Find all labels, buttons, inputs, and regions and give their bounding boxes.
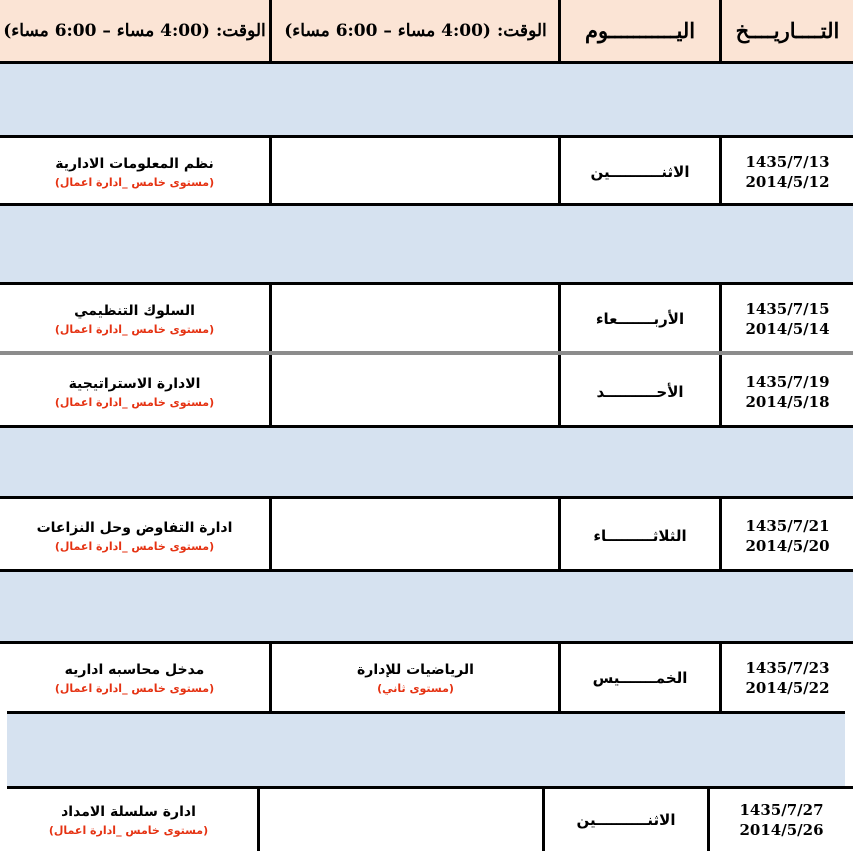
date-cell xyxy=(722,499,853,572)
course-name: مدخل محاسبه اداريه xyxy=(64,661,205,678)
slot-1-cell xyxy=(273,644,558,711)
slot-1-cell xyxy=(261,789,542,851)
day-label: الخمـــــــيس xyxy=(592,668,688,687)
course-name: الادارة الاستراتيجية xyxy=(68,375,201,392)
table-row xyxy=(0,789,853,851)
day-cell xyxy=(561,499,719,572)
table-row xyxy=(0,355,853,428)
column-divider xyxy=(542,789,545,851)
table-row xyxy=(0,644,853,711)
separator-band xyxy=(0,64,853,135)
header-time-1-label: الوقت: xyxy=(496,20,547,41)
header-time-2-label: الوقت: xyxy=(215,20,266,41)
day-cell xyxy=(561,355,719,428)
column-divider xyxy=(269,285,272,352)
course-name: ادارة التفاوض وحل النزاعات xyxy=(36,519,233,536)
header-time-1-value: (4:00 مساء – 6:00 مساء) xyxy=(284,20,491,41)
column-divider xyxy=(269,355,272,428)
slot-1-cell xyxy=(273,355,558,428)
day-cell xyxy=(545,789,707,851)
day-label: الاثنــــــــــين xyxy=(576,811,676,829)
slot-2-cell xyxy=(0,789,257,851)
column-divider xyxy=(719,285,722,352)
hijri-date: 1435/7/21 xyxy=(745,516,830,535)
column-divider xyxy=(269,644,272,711)
column-divider xyxy=(269,499,272,572)
header-time-1 xyxy=(273,0,558,61)
slot-2-cell xyxy=(0,355,269,428)
course-level: (مستوى خامس _ادارة اعمال) xyxy=(48,824,209,837)
date-cell xyxy=(710,789,853,851)
row-border xyxy=(0,425,853,428)
column-divider xyxy=(558,644,561,711)
course-level: (مستوى ثاني) xyxy=(377,681,454,695)
date-cell xyxy=(722,285,853,352)
course-name: السلوك التنظيمي xyxy=(74,302,195,319)
column-divider xyxy=(558,285,561,352)
gregorian-date: 2014/5/20 xyxy=(745,536,830,555)
day-cell xyxy=(561,138,719,206)
table-header xyxy=(0,0,853,61)
table-row xyxy=(0,499,853,572)
header-divider xyxy=(719,0,722,61)
table-row xyxy=(0,285,853,352)
column-divider xyxy=(719,644,722,711)
slot-1-cell xyxy=(273,499,558,572)
day-cell xyxy=(561,285,719,352)
column-divider xyxy=(719,355,722,428)
day-label: الأربـــــــعاء xyxy=(595,309,685,328)
course-level: (مستوى خامس _ادارة اعمال) xyxy=(54,681,215,695)
row-border xyxy=(7,711,845,714)
day-label: الثلاثـــــــــاء xyxy=(593,526,687,545)
slot-2-cell xyxy=(0,499,269,572)
hijri-date: 1435/7/19 xyxy=(745,372,830,391)
gregorian-date: 2014/5/22 xyxy=(745,678,830,697)
gregorian-date: 2014/5/26 xyxy=(739,821,824,839)
column-divider xyxy=(719,138,722,206)
course-name: الرياضيات للإدارة xyxy=(357,661,474,678)
course-level: (مستوى خامس _ادارة اعمال) xyxy=(54,539,215,553)
column-divider xyxy=(257,789,260,851)
row-border xyxy=(0,203,853,206)
slot-1-cell xyxy=(273,285,558,352)
hijri-date: 1435/7/15 xyxy=(745,299,830,318)
header-divider xyxy=(558,0,561,61)
slot-1-cell xyxy=(273,138,558,206)
hijri-date: 1435/7/13 xyxy=(745,153,830,171)
column-divider xyxy=(719,499,722,572)
slot-2-cell xyxy=(0,138,269,206)
header-time-2 xyxy=(0,0,269,61)
slot-2-cell xyxy=(0,285,269,352)
date-cell xyxy=(722,644,853,711)
course-level: (مستوى خامس _ادارة اعمال) xyxy=(54,395,215,409)
course-level: (مستوى خامس _ادارة اعمال) xyxy=(54,322,215,336)
row-border xyxy=(0,569,853,572)
header-date: التــــاريــــخ xyxy=(735,18,840,43)
separator-band xyxy=(0,572,853,641)
course-name: نظم المعلومات الادارية xyxy=(55,156,214,172)
slot-2-cell xyxy=(0,644,269,711)
day-label: الأحــــــــــد xyxy=(596,382,684,401)
header-day: اليـــــــــــوم xyxy=(584,18,696,43)
column-divider xyxy=(558,355,561,428)
column-divider xyxy=(269,138,272,206)
column-divider xyxy=(558,138,561,206)
separator-band xyxy=(0,428,853,496)
day-cell xyxy=(561,644,719,711)
day-label: الاثنــــــــــين xyxy=(590,163,690,181)
gregorian-date: 2014/5/12 xyxy=(745,173,830,191)
hijri-date: 1435/7/27 xyxy=(739,801,824,819)
gregorian-date: 2014/5/14 xyxy=(745,319,830,338)
gregorian-date: 2014/5/18 xyxy=(745,392,830,411)
course-level: (مستوى خامس _ادارة اعمال) xyxy=(54,176,215,189)
table-row xyxy=(0,138,853,206)
course-name: ادارة سلسلة الامداد xyxy=(61,804,196,820)
date-cell xyxy=(722,138,853,206)
column-divider xyxy=(558,499,561,572)
hijri-date: 1435/7/23 xyxy=(745,658,830,677)
header-divider xyxy=(269,0,272,61)
column-divider xyxy=(707,789,710,851)
separator-band xyxy=(7,714,845,786)
date-cell xyxy=(722,355,853,428)
separator-band xyxy=(0,206,853,282)
header-time-2-value: (4:00 مساء – 6:00 مساء) xyxy=(3,20,210,41)
